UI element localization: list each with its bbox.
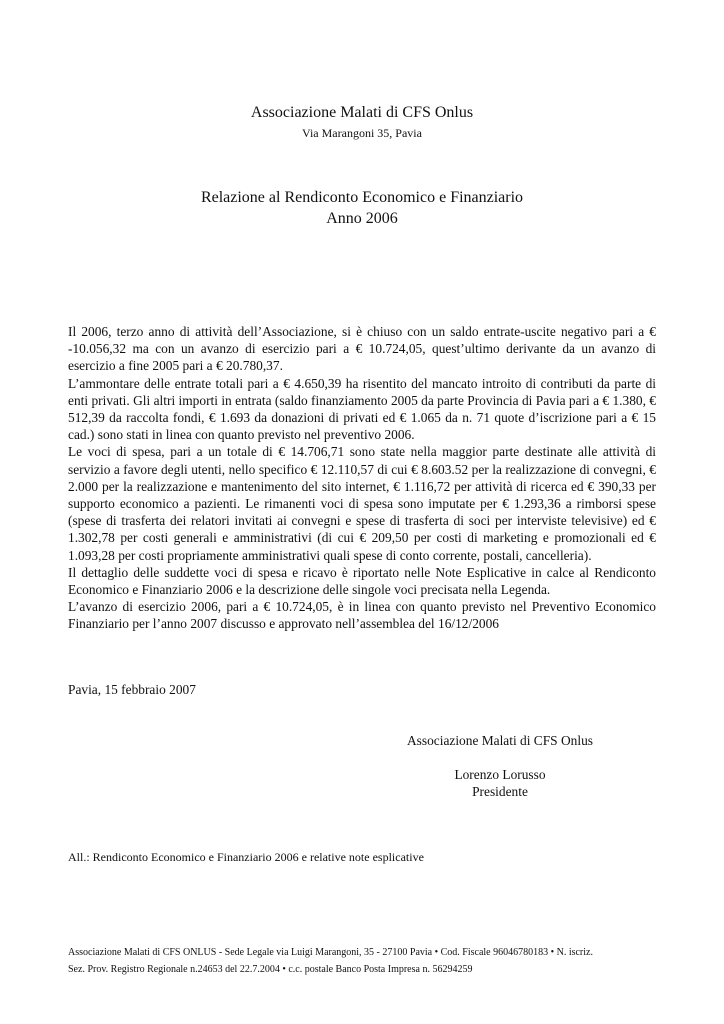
report-title: Relazione al Rendiconto Economico e Finanziario: [200, 189, 524, 206]
report-body: [68, 323, 656, 633]
paragraph-expenses: Le voci di spesa, pari a un totale di € 14.706,71 sono state nella maggior parte destinate alle attività di servizio a favore degli utenti, nello specifico € 12.110,57 di cui € 8.603.52 per la realizzazione di convegni, € 2.000 per la realizzazione e mantenimento del sito internet, € 1.116,72 per attività di ricerca ed € 390,33 per supporto economico a pazienti. Le rimanenti voci di spesa sono imputate per € 1.293,36 a rimborsi spese (spese di trasferta dei relatori invitati ai convegni e spese di trasferta di soci per interviste televisive) ed € 1.302,78 per costi generali e amministrativi (di cui € 209,50 per costi di marketing e promozionali ed € 1.093,28 per costi propriamente amministrativi quali spese di conto corrente, postali, cancelleria).: [68, 444, 656, 563]
paragraph-income: L’ammontare delle entrate totali pari a € 4.650,39 ha risentito del mancato introito di contributi da parte di enti privati. Gli altri importi in entrata (saldo finanziamento 2005 da parte Provincia di Pavia pari a € 1.380, € 512,39 da raccolta fondi, € 1.693 da donazioni di privati ed € 1.065 da n. 71 quote d’iscrizione pari a € 15 cad.) sono stati in linea con quanto previsto nel preventivo 2006.: [68, 375, 656, 443]
footer-line-1: Associazione Malati di CFS ONLUS - Sede Legale via Luigi Marangoni, 35 - 27100 Pavia • Cod. Fiscale 96046780183 • N. iscriz.: [68, 947, 593, 958]
attachment-note: All.: Rendiconto Economico e Finanziario 2006 e relative note esplicative: [68, 850, 424, 864]
signature-title: Presidente: [472, 784, 528, 799]
paragraph-surplus: L’avanzo di esercizio 2006, pari a € 10.724,05, è in linea con quanto previsto nel Preventivo Economico Finanziario per l’anno 2007 discusso e approvato nell’assemblea del 16/12/2006: [68, 599, 656, 632]
paragraph-details: Il dettaglio delle suddette voci di spesa e ricavo è riportato nelle Note Esplicative in calce al Rendiconto Economico e Finanziario 2006 e la descrizione delle singole voci precisata nella Legenda.: [68, 564, 656, 598]
paragraph-balance: Il 2006, terzo anno di attività dell’Associazione, si è chiuso con un saldo entrate-uscite negativo pari a € -10.056,32 ma con un avanzo di esercizio pari a € 10.724,05, quest’ultimo derivante da un avanzo di esercizio a fine 2005 pari a € 20.780,37.: [68, 324, 656, 374]
signature-name: Lorenzo Lorusso: [454, 767, 546, 782]
footer-line-2: Sez. Prov. Registro Regionale n.24653 del 22.7.2004 • c.c. postale Banco Posta Impresa n. 56294259: [68, 964, 473, 975]
signature-organization: Associazione Malati di CFS Onlus: [407, 733, 593, 748]
report-year: Anno 2006: [326, 210, 398, 227]
place-date: Pavia, 15 febbraio 2007: [68, 682, 196, 697]
organization-address: Via Marangoni 35, Pavia: [302, 126, 422, 140]
organization-name: Associazione Malati di CFS Onlus: [250, 104, 474, 121]
